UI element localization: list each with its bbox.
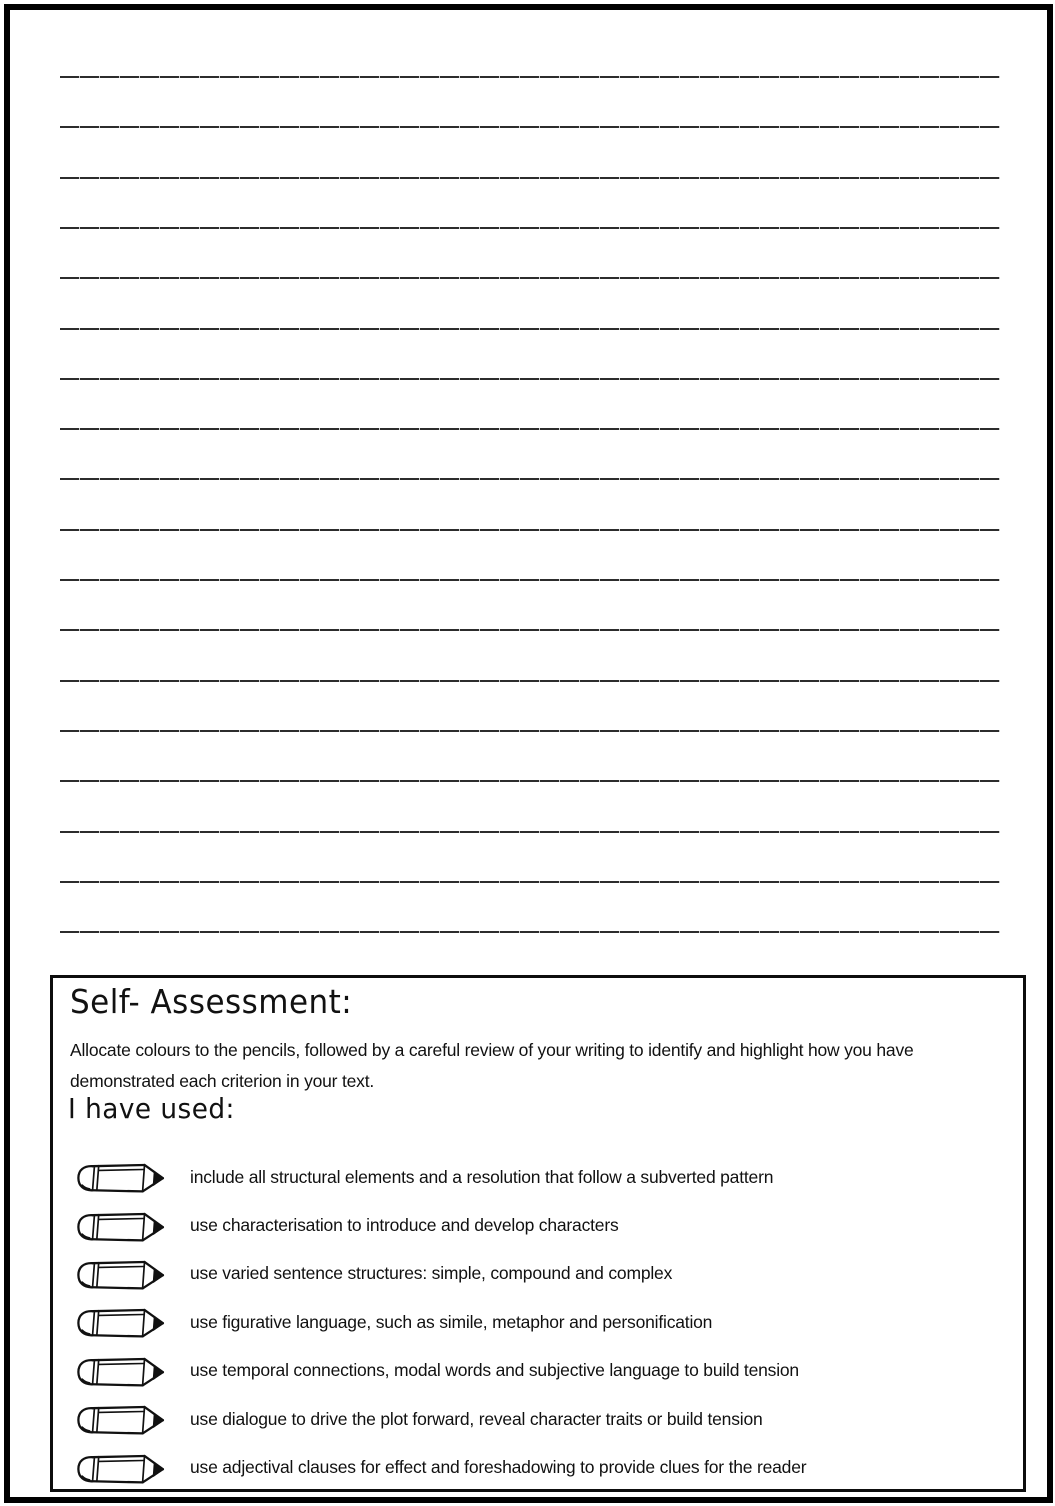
writing-line xyxy=(60,680,1000,682)
writing-line xyxy=(60,126,1000,128)
criteria-row xyxy=(71,1444,1011,1492)
pencil-icon xyxy=(71,1210,167,1244)
criteria-list xyxy=(71,1154,1011,1493)
writing-line xyxy=(60,76,1000,78)
writing-line xyxy=(60,428,1000,430)
criteria-row xyxy=(71,1154,1011,1202)
writing-line xyxy=(60,780,1000,782)
criteria-label: use figurative language, such as simile, metaphor and personification xyxy=(190,1311,713,1332)
writing-line xyxy=(60,277,1000,279)
pencil-icon xyxy=(71,1452,167,1486)
criteria-label: include all structural elements and a resolution that follow a subverted pattern xyxy=(190,1166,774,1187)
criteria-label: use adjectival clauses for effect and foreshadowing to provide clues for the reader xyxy=(190,1457,807,1478)
criteria-label: use dialogue to drive the plot forward, reveal character traits or build tension xyxy=(190,1408,763,1429)
criteria-row xyxy=(71,1299,1011,1347)
writing-line xyxy=(60,328,1000,330)
writing-line xyxy=(60,831,1000,833)
instructions-text: Allocate colours to the pencils, followed by a careful review of your writing to identify and highlight how you have demonstrated each criterion in your text. xyxy=(70,1040,914,1091)
criteria-row xyxy=(71,1251,1011,1299)
writing-line xyxy=(60,730,1000,732)
page-border xyxy=(4,4,1053,1503)
writing-line xyxy=(60,529,1000,531)
pencil-icon xyxy=(71,1161,167,1195)
pencil-icon xyxy=(71,1355,167,1389)
criteria-label: use characterisation to introduce and develop characters xyxy=(190,1215,619,1236)
criteria-row xyxy=(71,1348,1011,1396)
self-assessment-title: Self- Assessment: xyxy=(70,982,353,1021)
writing-lines xyxy=(60,10,1000,950)
writing-line xyxy=(60,579,1000,581)
writing-line xyxy=(60,931,1000,933)
i-have-used-heading: I have used: xyxy=(68,1092,235,1125)
pencil-icon xyxy=(71,1258,167,1292)
writing-line xyxy=(60,177,1000,179)
criteria-label: use temporal connections, modal words and subjective language to build tension xyxy=(190,1360,799,1381)
writing-line xyxy=(60,629,1000,631)
writing-line xyxy=(60,881,1000,883)
criteria-label: use varied sentence structures: simple, compound and complex xyxy=(190,1263,673,1284)
criteria-row xyxy=(71,1202,1011,1250)
writing-line xyxy=(60,227,1000,229)
self-assessment-box xyxy=(50,975,1026,1492)
writing-line xyxy=(60,478,1000,480)
writing-line xyxy=(60,378,1000,380)
criteria-row xyxy=(71,1396,1011,1444)
pencil-icon xyxy=(71,1306,167,1340)
pencil-icon xyxy=(71,1403,167,1437)
